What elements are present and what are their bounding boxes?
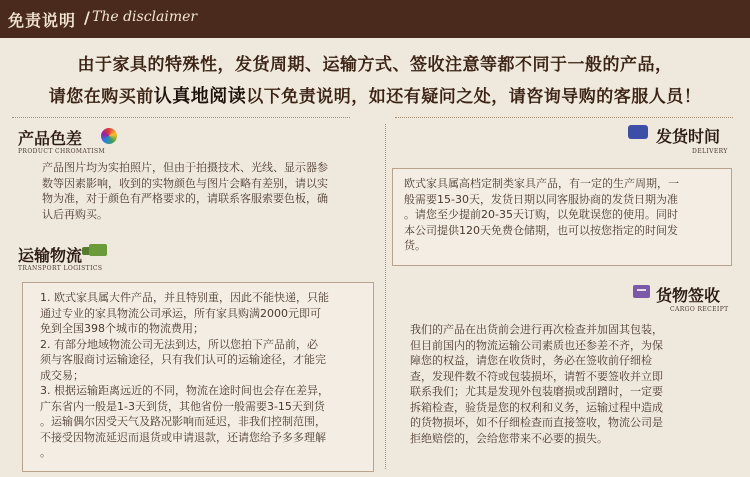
separator-right bbox=[395, 117, 733, 118]
logistics-line: 。运输偶尔因受天气及路况影响而延迟，非我们控制范围， bbox=[40, 415, 326, 428]
delivery-line: 货。 bbox=[404, 239, 426, 252]
logistics-line: 通过专业的家具物流公司承运，所有家具购满2000元即可 bbox=[40, 306, 321, 320]
logistics-line: 。 bbox=[40, 446, 51, 459]
delivery-line: 欧式家具属高档定制类家具产品，有一定的生产周期，一 bbox=[404, 177, 679, 190]
logistics-line: 不接受因物流延迟而退货或申请退款，还请您给予多多理解 bbox=[40, 430, 326, 444]
column-divider bbox=[385, 124, 386, 469]
delivery-line: 。请您至少提前20-35天订购，以免耽误您的使用。同时 bbox=[404, 208, 678, 221]
delivery-van-icon bbox=[628, 125, 648, 139]
logistics-line: 须与客服商讨运输途径，只有我们认可的运输途径，才能完 bbox=[40, 353, 326, 366]
receipt-line: 障您的权益，请您在收货时，务必在签收前仔细检 bbox=[410, 354, 652, 367]
chromatism-line: 认后再购买。 bbox=[42, 207, 108, 221]
logistics-line: 2. 有部分地域物流公司无法到达，所以您拍下产品前，必 bbox=[40, 337, 318, 351]
receipt-line: 我们的产品在出货前会进行再次检查并加固其包装， bbox=[410, 323, 663, 336]
receipt-title: 货物签收 bbox=[656, 286, 721, 305]
intro-line-1: 由于家具的特殊性，发货周期、运输方式、签收注意等都不同于一般的产品， bbox=[77, 55, 673, 75]
color-wheel-icon bbox=[101, 128, 117, 144]
receipt-line: 拆箱检查，验货是您的权利和义务，运输过程中造成 bbox=[410, 400, 663, 414]
signature-icon bbox=[633, 285, 650, 298]
logistics-line: 广东省内一般是1-3天到货，其他省份一般需要3-15天到货 bbox=[40, 399, 325, 413]
logistics-subtitle: TRANSPORT LOGISTICS bbox=[18, 265, 103, 272]
receipt-line: 查，发现件数不符或包装损坏，请暂不要签收并立即 bbox=[410, 369, 663, 383]
delivery-title: 发货时间 bbox=[656, 127, 721, 146]
logistics-title: 运输物流 bbox=[18, 246, 83, 265]
header-subtitle: The disclaimer bbox=[92, 9, 198, 25]
logistics-text bbox=[40, 290, 370, 461]
delivery-line: 般需要15-30天，发货日期以同客服协商的发货日期为准 bbox=[404, 192, 678, 206]
intro-line-2c: 以下免责说明，如还有疑问之处，请咨询导购的客服人员！ bbox=[246, 87, 702, 107]
header-title: 免责说明 bbox=[8, 11, 77, 30]
logistics-line: 免到全国398个城市的物流费用； bbox=[40, 322, 204, 335]
delivery-subtitle: DELIVERY bbox=[692, 148, 728, 155]
receipt-line: 但目前国内的物流运输公司素质也还参差不齐，为保 bbox=[410, 338, 663, 352]
receipt-text bbox=[410, 322, 732, 446]
header-slash: / bbox=[84, 8, 90, 27]
intro-line-2 bbox=[0, 82, 750, 108]
chromatism-line: 产品图片均为实拍照片，但由于拍摄技术、光线、显示器参 bbox=[42, 161, 328, 174]
header-bar bbox=[0, 0, 750, 38]
receipt-line: 联系我们；尤其是发现外包装磨损或刮蹭时，一定要 bbox=[410, 385, 663, 398]
logistics-line: 成交易； bbox=[40, 368, 84, 382]
intro-emphasis: 认真地阅读 bbox=[153, 86, 247, 107]
chromatism-subtitle: PRODUCT CHROMATISM bbox=[18, 148, 106, 155]
delivery-text bbox=[404, 176, 728, 254]
chromatism-line: 数等因素影响，收到的实物颜色与图片会略有差别，请以实 bbox=[42, 176, 328, 190]
receipt-subtitle: CARGO RECEIPT bbox=[670, 306, 729, 313]
truck-icon bbox=[89, 244, 107, 256]
receipt-line: 的货物损坏，如不仔细检查而直接签收，物流公司是 bbox=[410, 416, 663, 429]
separator-left bbox=[12, 117, 350, 118]
logistics-line: 1. 欧式家具属大件产品，并且特别重，因此不能快递，只能 bbox=[40, 291, 329, 304]
chromatism-text bbox=[42, 160, 372, 222]
chromatism-line: 物为准，对于颜色有严格要求的，请联系客服索要色板，确 bbox=[42, 192, 328, 205]
intro-line-2a: 请您在购买前 bbox=[48, 87, 154, 107]
chromatism-title: 产品色差 bbox=[18, 129, 83, 148]
logistics-line: 3. 根据运输距离远近的不同，物流在途时间也会存在差异， bbox=[40, 384, 329, 397]
delivery-line: 本公司提供120天免费仓储期，也可以按您指定的时间发 bbox=[404, 223, 678, 237]
receipt-line: 拒绝赔偿的，会给您带来不必要的损失。 bbox=[410, 431, 608, 445]
